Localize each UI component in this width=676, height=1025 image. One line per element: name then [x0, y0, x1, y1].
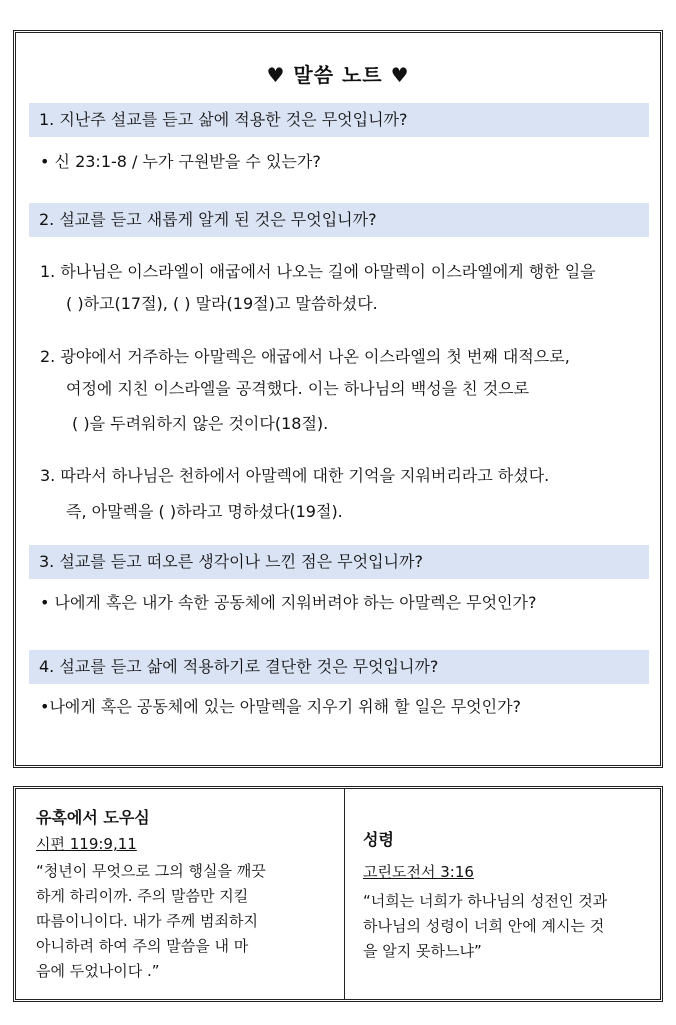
point-1-line-1: 1. 하나님은 이스라엘이 애굽에서 나오는 길에 아말렉이 이스라엘에게 행한 일을	[40, 262, 596, 281]
notes-title: ♥ 말씀 노트 ♥	[266, 63, 410, 87]
verse-left-text	[36, 859, 336, 984]
sermon-notes-box	[13, 30, 663, 768]
question-2: 2. 설교를 듣고 새롭게 알게 된 것은 무엇입니까?	[29, 203, 649, 237]
point-3-line-1: 3. 따라서 하나님은 천하에서 아말렉에 대한 기억을 지워버리라고 하셨다.	[40, 466, 550, 485]
question-3: 3. 설교를 듣고 떠오른 생각이나 느낀 점은 무엇입니까?	[29, 545, 649, 579]
memory-verses-box	[13, 786, 663, 1002]
verse-right-reference: 고린도전서 3:16	[363, 863, 474, 881]
question-3-answer: • 나에게 혹은 내가 속한 공동체에 지워버려야 하는 아말렉은 무엇인가?	[40, 593, 537, 612]
verse-right-title: 성령	[363, 830, 394, 849]
verse-right-line: 을 알지 못하느냐”	[363, 942, 482, 960]
question-4: 4. 설교를 듣고 삶에 적용하기로 결단한 것은 무엇입니까?	[29, 650, 649, 684]
question-1: 1. 지난주 설교를 듣고 삶에 적용한 것은 무엇입니까?	[29, 103, 649, 137]
verse-left-line: 음에 두었나이다 .”	[36, 962, 160, 980]
question-1-answer: • 신 23:1-8 / 누가 구원받을 수 있는가?	[40, 152, 321, 171]
verse-right-line: “너희는 너희가 하나님의 성전인 것과	[363, 892, 608, 910]
question-4-answer: •나에게 혹은 공동체에 있는 아말렉을 지우기 위해 할 일은 무엇인가?	[40, 697, 522, 716]
verse-left-line: “청년이 무엇으로 그의 행실을 깨끗	[36, 862, 266, 880]
verse-left-reference: 시편 119:9,11	[36, 835, 137, 853]
verse-left-line: 따름이니이다. 내가 주께 범죄하지	[36, 912, 258, 930]
verse-left	[16, 789, 345, 999]
verse-right-text	[363, 889, 653, 964]
verse-right	[345, 789, 660, 999]
verse-left-line: 하게 하리이까. 주의 말씀만 지킬	[36, 887, 249, 905]
point-3-line-2: 즉, 아말렉을 ( )하라고 명하셨다(19절).	[66, 502, 343, 521]
point-1-line-2: ( )하고(17절), ( ) 말라(19절)고 말씀하셨다.	[66, 294, 378, 313]
point-2-line-3: ( )을 두려워하지 않은 것이다(18절).	[72, 414, 329, 433]
point-2-line-1: 2. 광야에서 거주하는 아말렉은 애굽에서 나온 이스라엘의 첫 번째 대적으로,	[40, 347, 570, 366]
verse-right-line: 하나님의 성령이 너희 안에 계시는 것	[363, 917, 605, 935]
point-2-line-2: 여정에 지친 이스라엘을 공격했다. 이는 하나님의 백성을 친 것으로	[66, 379, 530, 398]
verse-left-line: 아니하려 하여 주의 말씀을 내 마	[36, 937, 249, 955]
verse-left-title: 유혹에서 도우심	[36, 808, 150, 827]
